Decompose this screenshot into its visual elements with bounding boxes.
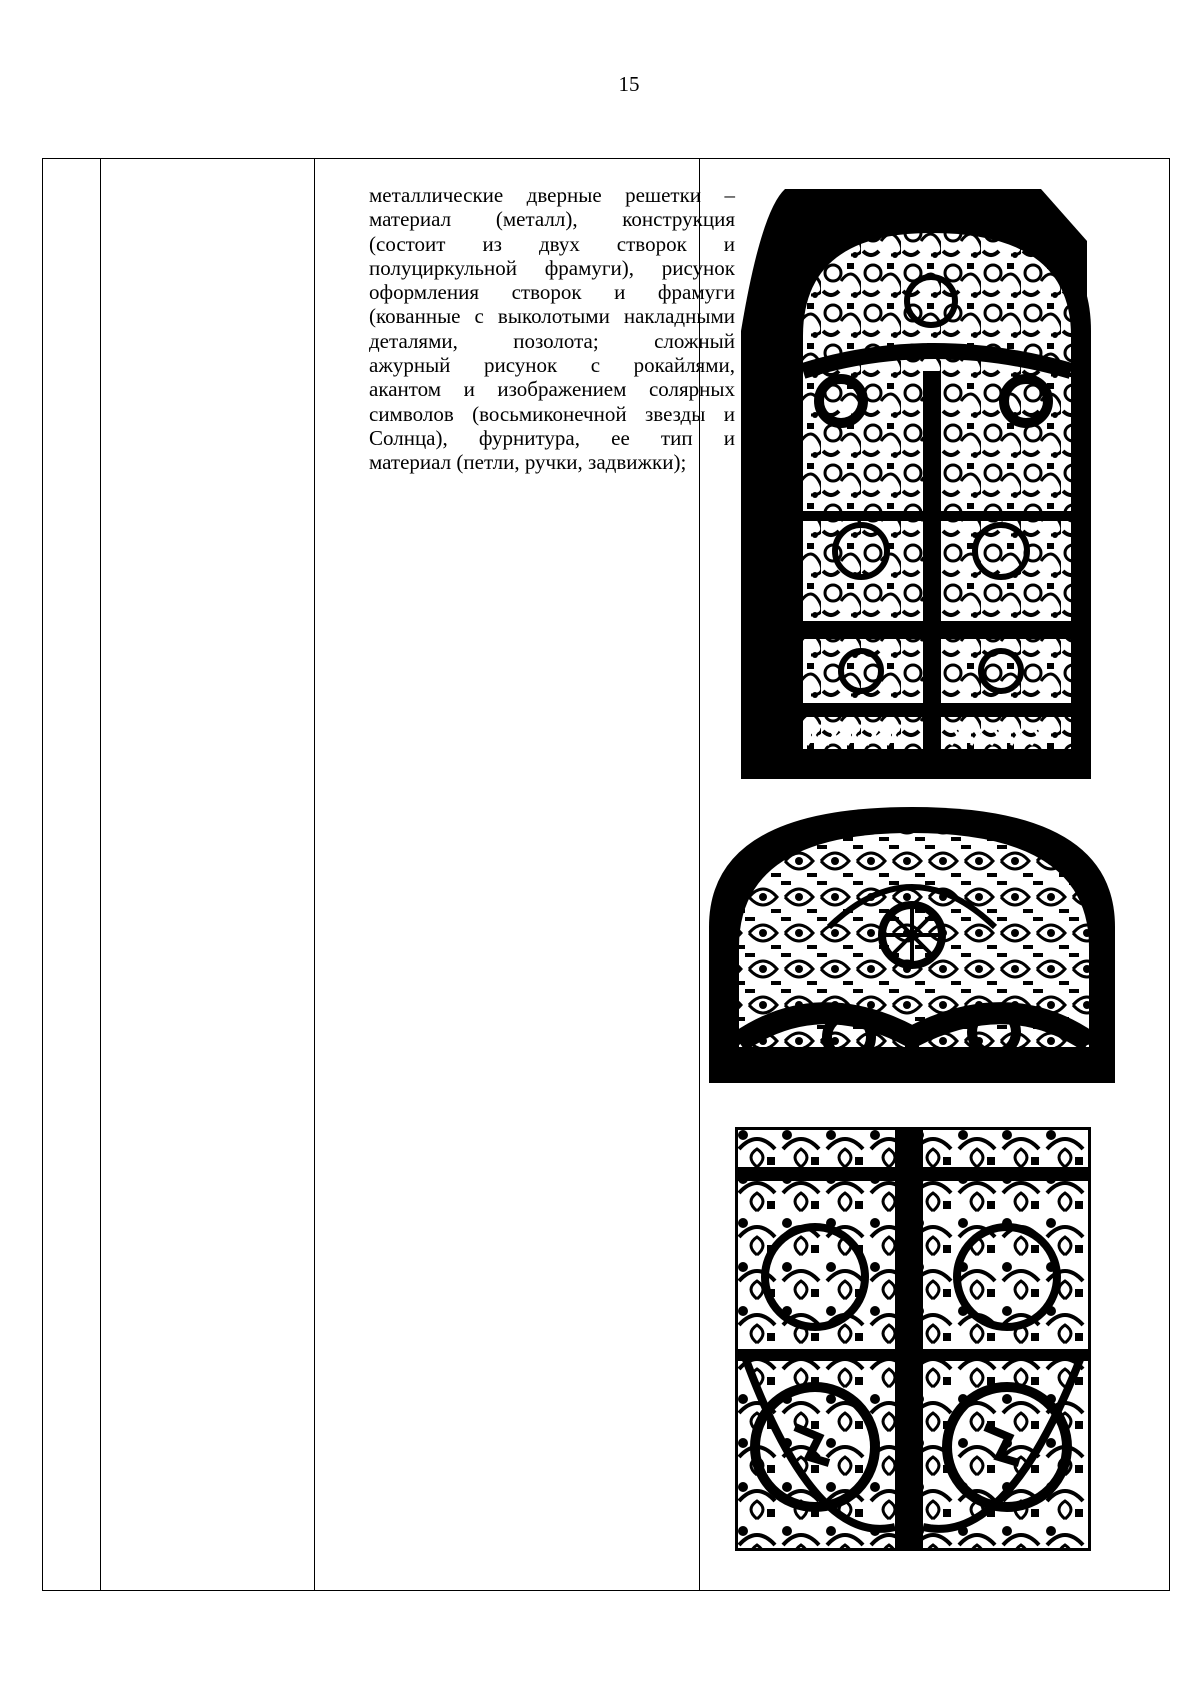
column-divider-2 xyxy=(314,159,315,1590)
description-line: материал (петли, ручки, задвижки); xyxy=(369,450,687,475)
description-line: оформления створок и фрамуги xyxy=(369,280,735,305)
description-line: деталями, позолота; сложный xyxy=(369,328,735,353)
page-number: 15 xyxy=(618,72,640,96)
description-line: Солнца), фурнитура, ее тип и xyxy=(369,425,735,450)
photo-full-door-grille xyxy=(741,181,1117,779)
photo-transom-grille xyxy=(709,807,1115,1083)
description-line: символов (восьмиконечной звезды и xyxy=(369,401,735,426)
description-line: (кованные с выколотыми накладными xyxy=(369,304,735,329)
description-cell xyxy=(369,183,735,475)
description-line: (состоит из двух створок и xyxy=(369,231,735,256)
photo-leaf-grille-detail xyxy=(735,1127,1091,1551)
column-divider-1 xyxy=(100,159,101,1590)
description-line: ажурный рисунок с рокайлями, xyxy=(369,353,735,378)
description-line: металлические дверные решетки – xyxy=(369,183,735,207)
subject-table xyxy=(42,158,1170,1591)
description-line: акантом и изображением солярных xyxy=(369,377,735,402)
description-line: полуциркульной фрамуги), рисунок xyxy=(369,255,735,280)
description-line: материал (металл), конструкция xyxy=(369,207,735,232)
